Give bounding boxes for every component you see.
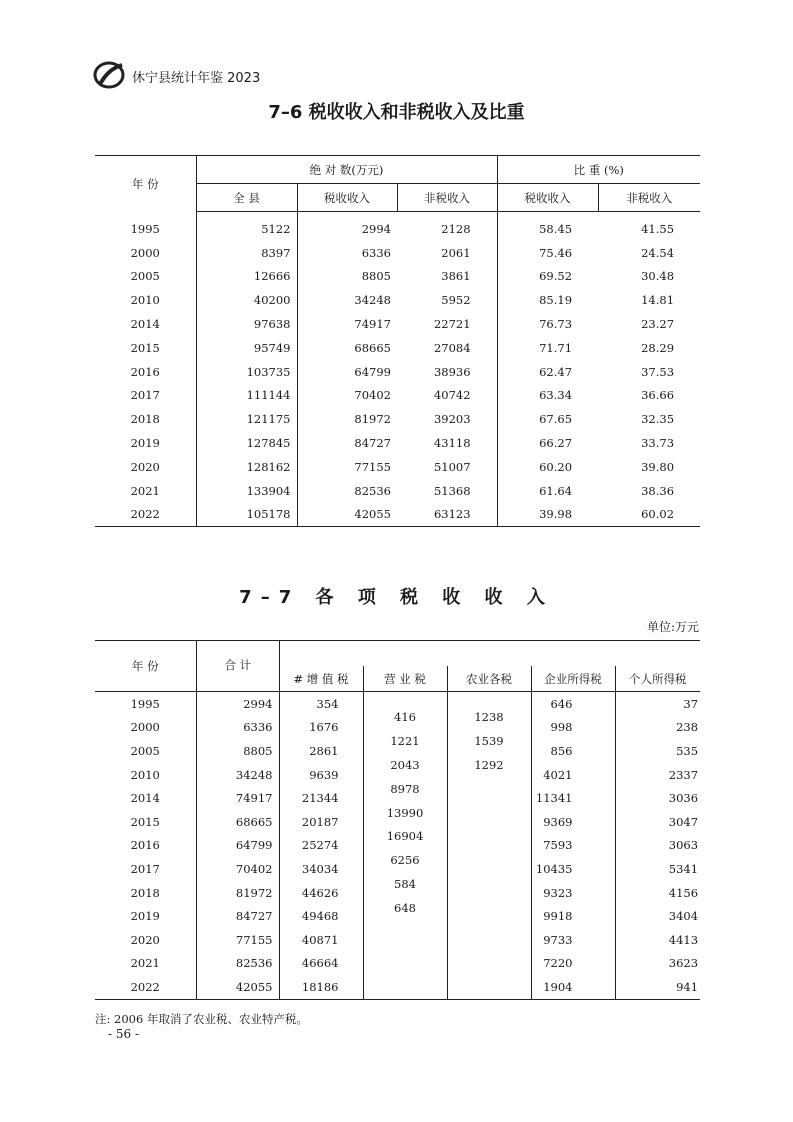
value-cell: 7593 <box>531 834 615 858</box>
year-cell: 2016 <box>95 360 196 384</box>
year-cell: 2022 <box>95 503 196 527</box>
business-tax-value: 8978 <box>390 781 420 796</box>
value-cell: 58.45 <box>539 221 573 236</box>
value-cell: 81972 <box>196 881 279 905</box>
value-cell: 39203 <box>397 407 497 431</box>
value-cell: 49468 <box>279 904 363 928</box>
year-cell: 2000 <box>95 716 196 740</box>
value-cell: 8805 <box>361 269 391 284</box>
value-cell: 28.29 <box>641 340 675 355</box>
empty-cell <box>363 975 447 999</box>
business-tax-value: 1221 <box>390 733 420 748</box>
ratio-group-header: 比 重 (%) <box>497 156 700 184</box>
value-cell: 941 <box>676 979 699 994</box>
value-cell: 12666 <box>196 265 297 289</box>
value-cell: 81972 <box>354 412 391 427</box>
value-cell: 5952 <box>397 288 497 312</box>
table-row <box>95 952 700 976</box>
value-cell: 66.27 <box>539 436 573 451</box>
column-header: 非税收入 <box>598 184 700 212</box>
value-cell: 30.48 <box>641 269 675 284</box>
table-row <box>95 975 700 999</box>
year-cell: 1995 <box>95 692 196 716</box>
value-cell: 2128 <box>397 212 497 241</box>
business-tax-value: 13990 <box>386 805 424 820</box>
value-cell: 3404 <box>668 909 699 924</box>
business-tax-values <box>363 706 447 921</box>
empty-cell <box>363 928 447 952</box>
table-row <box>95 241 700 265</box>
business-tax-value: 416 <box>394 710 416 724</box>
value-cell: 85.19 <box>539 293 573 308</box>
year-cell: 2021 <box>95 952 196 976</box>
value-cell: 70402 <box>196 857 279 881</box>
value-cell: 70402 <box>354 388 391 403</box>
value-cell: 60.20 <box>539 459 573 474</box>
column-header: 营 业 税 <box>363 666 447 692</box>
agricultural-tax-value: 1238 <box>474 710 504 724</box>
column-header: 税收收入 <box>297 184 397 212</box>
column-header: 非税收入 <box>397 184 497 212</box>
value-cell: 2861 <box>279 739 363 763</box>
year-cell: 2021 <box>95 479 196 503</box>
value-cell: 71.71 <box>539 340 573 355</box>
value-cell: 74917 <box>196 786 279 810</box>
value-cell: 46664 <box>279 952 363 976</box>
value-cell: 24.54 <box>641 245 675 260</box>
value-cell: 60.02 <box>641 507 675 522</box>
value-cell: 2994 <box>361 221 391 236</box>
value-cell: 97638 <box>196 312 297 336</box>
value-cell: 77155 <box>354 459 391 474</box>
year-cell: 2014 <box>95 312 196 336</box>
empty-cell <box>447 904 531 928</box>
value-cell: 38936 <box>397 360 497 384</box>
value-cell: 1676 <box>279 716 363 740</box>
value-cell: 856 <box>531 739 615 763</box>
value-cell: 9733 <box>531 928 615 952</box>
value-cell: 84727 <box>196 904 279 928</box>
value-cell: 34248 <box>354 293 391 308</box>
yearbook-logo-icon <box>92 60 126 90</box>
value-cell: 9323 <box>531 881 615 905</box>
value-cell: 22721 <box>397 312 497 336</box>
value-cell: 10435 <box>531 857 615 881</box>
agricultural-tax-values <box>447 706 531 778</box>
value-cell: 75.46 <box>539 245 573 260</box>
table-row <box>95 384 700 408</box>
year-cell: 1995 <box>95 212 196 241</box>
value-cell: 646 <box>531 692 615 716</box>
value-cell: 9369 <box>531 810 615 834</box>
business-tax-value: 16904 <box>386 829 424 844</box>
year-cell: 2017 <box>95 857 196 881</box>
empty-cell <box>363 952 447 976</box>
empty-cell <box>447 857 531 881</box>
agricultural-tax-value: 1539 <box>474 733 504 748</box>
value-cell: 4021 <box>531 763 615 787</box>
value-cell: 37.53 <box>641 364 675 379</box>
value-cell: 8397 <box>196 241 297 265</box>
value-cell: 43118 <box>397 431 497 455</box>
value-cell: 2337 <box>668 767 699 782</box>
value-cell: 1904 <box>531 975 615 999</box>
empty-cell <box>447 952 531 976</box>
value-cell: 51368 <box>397 479 497 503</box>
header-title: 休宁县统计年鉴 2023 <box>132 71 261 86</box>
absolute-group-header: 绝 对 数(万元) <box>196 156 497 184</box>
column-header: 农业各税 <box>447 666 531 692</box>
year-cell: 2005 <box>95 265 196 289</box>
value-cell: 82536 <box>354 483 391 498</box>
business-tax-value: 6256 <box>390 853 420 868</box>
table-row <box>95 431 700 455</box>
value-cell: 14.81 <box>641 293 675 308</box>
year-cell: 2016 <box>95 834 196 858</box>
column-header: # 增 值 税 <box>279 666 363 692</box>
value-cell: 44626 <box>279 881 363 905</box>
table-row <box>95 212 700 241</box>
empty-cell <box>447 975 531 999</box>
year-cell: 2018 <box>95 407 196 431</box>
value-cell: 42055 <box>354 507 391 522</box>
table-row <box>95 360 700 384</box>
table-row <box>95 312 700 336</box>
value-cell: 111144 <box>196 384 297 408</box>
value-cell: 3623 <box>668 956 699 971</box>
value-cell: 20187 <box>279 810 363 834</box>
year-cell: 2014 <box>95 786 196 810</box>
agricultural-tax-value: 1292 <box>474 757 504 772</box>
year-cell: 2020 <box>95 928 196 952</box>
value-cell: 41.55 <box>641 221 675 236</box>
value-cell: 33.73 <box>641 436 675 451</box>
table-tax-revenue-ratio <box>95 155 700 527</box>
column-header: 全 县 <box>196 184 297 212</box>
value-cell: 6336 <box>361 245 391 260</box>
value-cell: 7220 <box>531 952 615 976</box>
value-cell: 133904 <box>196 479 297 503</box>
table-row <box>95 265 700 289</box>
table-row <box>95 288 700 312</box>
year-header: 年 份 <box>95 641 196 692</box>
value-cell: 77155 <box>196 928 279 952</box>
value-cell: 63123 <box>397 503 497 527</box>
value-cell: 103735 <box>196 360 297 384</box>
value-cell: 64799 <box>354 364 391 379</box>
value-cell: 32.35 <box>641 412 675 427</box>
footnote: 注: 2006 年取消了农业税、农业特产税。 <box>95 1012 308 1026</box>
table2-title: 7–7 各 项 税 收 收 入 <box>239 587 554 608</box>
value-cell: 68665 <box>196 810 279 834</box>
value-cell: 4156 <box>668 885 699 900</box>
value-cell: 6336 <box>196 716 279 740</box>
year-cell: 2010 <box>95 288 196 312</box>
table-row <box>95 336 700 360</box>
year-cell: 2022 <box>95 975 196 999</box>
year-cell: 2020 <box>95 455 196 479</box>
table1-body <box>95 212 700 527</box>
value-cell: 34034 <box>279 857 363 881</box>
value-cell: 40742 <box>397 384 497 408</box>
year-header: 年 份 <box>95 156 196 212</box>
value-cell: 40871 <box>279 928 363 952</box>
value-cell: 38.36 <box>641 483 675 498</box>
business-tax-value: 648 <box>394 901 416 916</box>
year-cell: 2019 <box>95 431 196 455</box>
value-cell: 37 <box>683 696 699 711</box>
empty-cell <box>447 928 531 952</box>
value-cell: 95749 <box>196 336 297 360</box>
value-cell: 5341 <box>668 861 699 876</box>
value-cell: 128162 <box>196 455 297 479</box>
table-row <box>95 928 700 952</box>
value-cell: 76.73 <box>539 317 573 332</box>
total-header: 合 计 <box>196 641 279 692</box>
value-cell: 8805 <box>196 739 279 763</box>
value-cell: 42055 <box>196 975 279 999</box>
value-cell: 354 <box>279 692 363 716</box>
page-number: - 56 - <box>108 1027 140 1041</box>
value-cell: 3036 <box>668 791 699 806</box>
value-cell: 3047 <box>668 814 699 829</box>
value-cell: 9918 <box>531 904 615 928</box>
value-cell: 25274 <box>279 834 363 858</box>
table-row <box>95 479 700 503</box>
column-header: 企业所得税 <box>531 666 615 692</box>
empty-cell <box>447 881 531 905</box>
value-cell: 21344 <box>279 786 363 810</box>
value-cell: 3063 <box>668 838 699 853</box>
value-cell: 535 <box>676 743 699 758</box>
value-cell: 23.27 <box>641 317 675 332</box>
value-cell: 64799 <box>196 834 279 858</box>
value-cell: 39.98 <box>539 507 573 522</box>
value-cell: 84727 <box>354 436 391 451</box>
table-row <box>95 455 700 479</box>
value-cell: 121175 <box>196 407 297 431</box>
year-cell: 2010 <box>95 763 196 787</box>
year-cell: 2000 <box>95 241 196 265</box>
table1-title: 7–6 税收收入和非税收入及比重 <box>268 102 525 123</box>
table-row <box>95 407 700 431</box>
value-cell: 105178 <box>196 503 297 527</box>
table-row <box>95 503 700 527</box>
year-cell: 2017 <box>95 384 196 408</box>
value-cell: 34248 <box>196 763 279 787</box>
value-cell: 74917 <box>354 317 391 332</box>
value-cell: 39.80 <box>641 459 675 474</box>
empty-cell <box>447 834 531 858</box>
value-cell: 61.64 <box>539 483 573 498</box>
value-cell: 82536 <box>196 952 279 976</box>
column-header: 税收收入 <box>497 184 598 212</box>
value-cell: 238 <box>676 720 699 735</box>
value-cell: 62.47 <box>539 364 573 379</box>
year-cell: 2018 <box>95 881 196 905</box>
value-cell: 68665 <box>354 340 391 355</box>
value-cell: 40200 <box>196 288 297 312</box>
column-header: 个人所得税 <box>615 666 700 692</box>
value-cell: 5122 <box>196 212 297 241</box>
value-cell: 9639 <box>279 763 363 787</box>
value-cell: 36.66 <box>641 388 675 403</box>
value-cell: 3861 <box>397 265 497 289</box>
year-cell: 2015 <box>95 810 196 834</box>
empty-cell <box>447 810 531 834</box>
value-cell: 11341 <box>531 786 615 810</box>
value-cell: 127845 <box>196 431 297 455</box>
value-cell: 18186 <box>279 975 363 999</box>
value-cell: 2061 <box>397 241 497 265</box>
value-cell: 2994 <box>196 692 279 716</box>
year-cell: 2019 <box>95 904 196 928</box>
value-cell: 27084 <box>397 336 497 360</box>
value-cell: 69.52 <box>539 269 573 284</box>
year-cell: 2005 <box>95 739 196 763</box>
empty-cell <box>447 786 531 810</box>
value-cell: 67.65 <box>539 412 573 427</box>
value-cell: 63.34 <box>539 388 573 403</box>
unit-label: 单位:万元 <box>646 620 699 634</box>
value-cell: 4413 <box>668 932 699 947</box>
business-tax-value: 2043 <box>390 757 420 772</box>
value-cell: 998 <box>531 716 615 740</box>
business-tax-value: 584 <box>394 877 416 892</box>
value-cell: 51007 <box>397 455 497 479</box>
year-cell: 2015 <box>95 336 196 360</box>
